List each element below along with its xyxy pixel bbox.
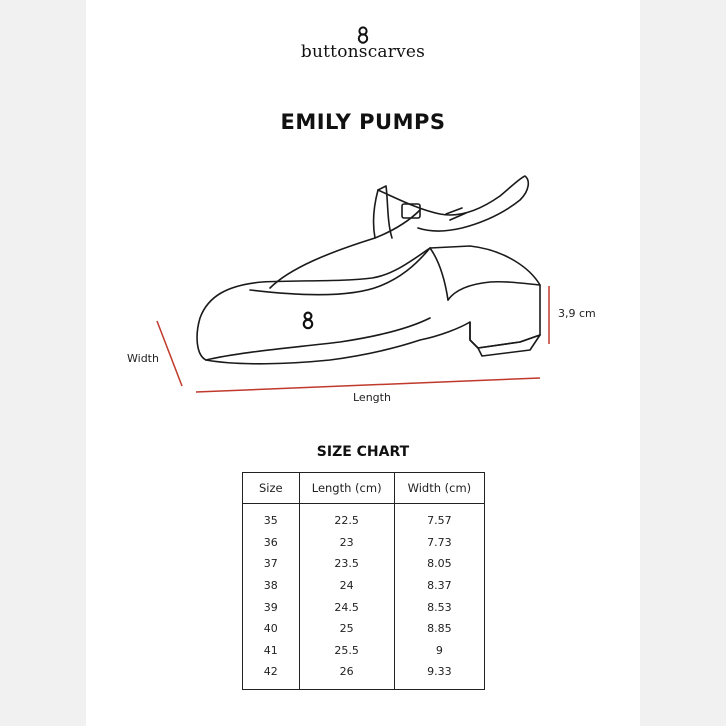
cell-width: 8.85: [394, 618, 484, 640]
cell-size: 37: [243, 553, 300, 575]
table-row: [243, 532, 485, 554]
header-size: Size: [243, 473, 300, 504]
length-measure-line: [196, 378, 540, 392]
cell-width: 7.57: [394, 504, 484, 532]
cell-length: 26: [299, 661, 394, 689]
cell-size: 40: [243, 618, 300, 640]
header-width: Width (cm): [394, 473, 484, 504]
heel-height-label: 3,9 cm: [558, 307, 596, 320]
cell-width: 9.33: [394, 661, 484, 689]
cell-width: 9: [394, 640, 484, 662]
cell-width: 8.05: [394, 553, 484, 575]
cell-width: 8.53: [394, 596, 484, 618]
cell-length: 24.5: [299, 596, 394, 618]
cell-length: 25.5: [299, 640, 394, 662]
product-title: EMILY PUMPS: [280, 110, 446, 134]
header-length: Length (cm): [299, 473, 394, 504]
table-row: [243, 553, 485, 575]
cell-length: 24: [299, 575, 394, 597]
table-row: [243, 618, 485, 640]
cell-size: 42: [243, 661, 300, 689]
table-row: [243, 596, 485, 618]
width-label: Width: [127, 352, 159, 365]
brand-name: buttonscarves: [300, 42, 426, 62]
table-header-row: [243, 473, 485, 504]
cell-length: 23.5: [299, 553, 394, 575]
size-chart-title: SIZE CHART: [316, 444, 410, 460]
cell-length: 25: [299, 618, 394, 640]
length-label: Length: [353, 391, 391, 404]
cell-size: 36: [243, 532, 300, 554]
cell-size: 41: [243, 640, 300, 662]
shoe-outline: [197, 176, 540, 364]
size-chart-table: [242, 472, 485, 690]
cell-size: 38: [243, 575, 300, 597]
table-row: [243, 640, 485, 662]
cell-width: 7.73: [394, 532, 484, 554]
table-row: [243, 661, 485, 689]
width-measure-line: [157, 321, 182, 386]
cell-width: 8.37: [394, 575, 484, 597]
cell-length: 22.5: [299, 504, 394, 532]
cell-size: 39: [243, 596, 300, 618]
cell-length: 23: [299, 532, 394, 554]
table-row: [243, 504, 485, 532]
table-row: [243, 575, 485, 597]
cell-size: 35: [243, 504, 300, 532]
shoe-logo-icon: [304, 313, 312, 329]
